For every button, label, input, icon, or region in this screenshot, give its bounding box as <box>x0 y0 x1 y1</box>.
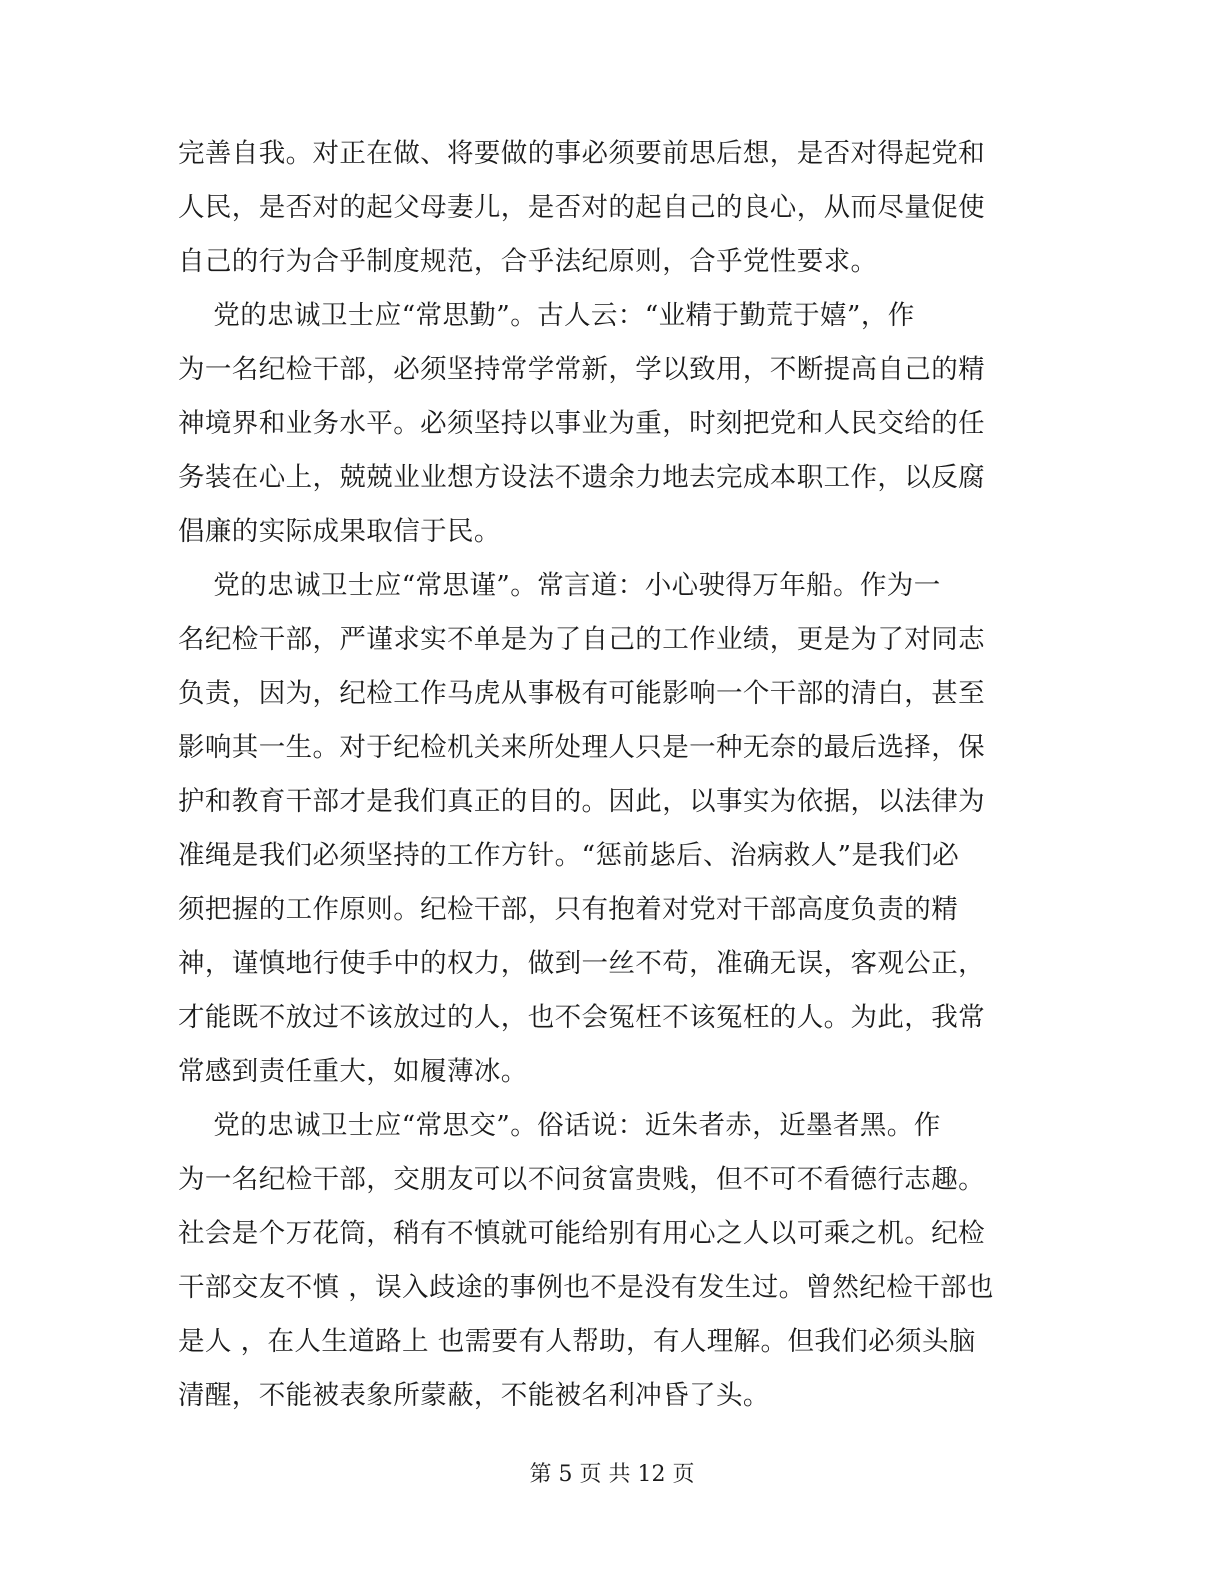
body-line: 党的忠诚卫士应“常思交”。俗话说：近朱者赤，近墨者黑。作 <box>178 1110 941 1141</box>
body-line: 为一名纪检干部，必须坚持常学常新，学以致用，不断提高自己的精 <box>178 354 985 385</box>
body-line: 才能既不放过不该放过的人，也不会冤枉不该冤枉的人。为此，我常 <box>178 1002 985 1033</box>
body-line: 负责，因为，纪检工作马虎从事极有可能影响一个干部的清白，甚至 <box>178 678 985 709</box>
body-line: 社会是个万花筒，稍有不慎就可能给别有用心之人以可乘之机。纪检 <box>178 1218 985 1249</box>
page-number-footer: 第 5 页 共 12 页 <box>529 1462 695 1487</box>
body-line: 准绳是我们必须坚持的工作方针。“惩前毖后、治病救人”是我们必 <box>178 840 960 871</box>
body-line: 党的忠诚卫士应“常思勤”。古人云：“业精于勤荒于嬉”，作 <box>178 300 915 331</box>
body-line: 务装在心上，兢兢业业想方设法不遗余力地去完成本职工作，以反腐 <box>178 462 985 493</box>
body-line: 人民，是否对的起父母妻儿，是否对的起自己的良心，从而尽量促使 <box>178 192 985 223</box>
body-line: 完善自我。对正在做、将要做的事必须要前思后想，是否对得起党和 <box>178 138 985 169</box>
body-line: 神境界和业务水平。必须坚持以事业为重，时刻把党和人民交给的任 <box>178 408 985 439</box>
body-line: 为一名纪检干部，交朋友可以不问贫富贵贱，但不可不看德行志趣。 <box>178 1164 985 1195</box>
body-line: 干部交友不慎 ，误入歧途的事例也不是没有发生过。曾然纪检干部也 <box>178 1272 994 1303</box>
body-line: 常感到责任重大，如履薄冰。 <box>178 1056 528 1087</box>
body-line: 须把握的工作原则。纪检干部，只有抱着对党对干部高度负责的精 <box>178 894 959 925</box>
body-line: 护和教育干部才是我们真正的目的。因此，以事实为依据，以法律为 <box>178 786 985 817</box>
body-line: 清醒，不能被表象所蒙蔽，不能被名利冲昏了头。 <box>178 1380 770 1411</box>
body-line: 影响其一生。对于纪检机关来所处理人只是一种无奈的最后选择，保 <box>178 732 985 763</box>
body-line: 党的忠诚卫士应“常思谨”。常言道：小心驶得万年船。作为一 <box>178 570 941 601</box>
body-line: 倡廉的实际成果取信于民。 <box>178 516 501 547</box>
body-line: 自己的行为合乎制度规范，合乎法纪原则，合乎党性要求。 <box>178 246 878 277</box>
body-line: 是人 ，在人生道路上 也需要有人帮助，有人理解。但我们必须头脑 <box>178 1326 976 1357</box>
body-line: 名纪检干部，严谨求实不单是为了自己的工作业绩，更是为了对同志 <box>178 624 985 655</box>
body-line: 神，谨慎地行使手中的权力，做到一丝不苟，准确无误，客观公正， <box>178 948 985 979</box>
